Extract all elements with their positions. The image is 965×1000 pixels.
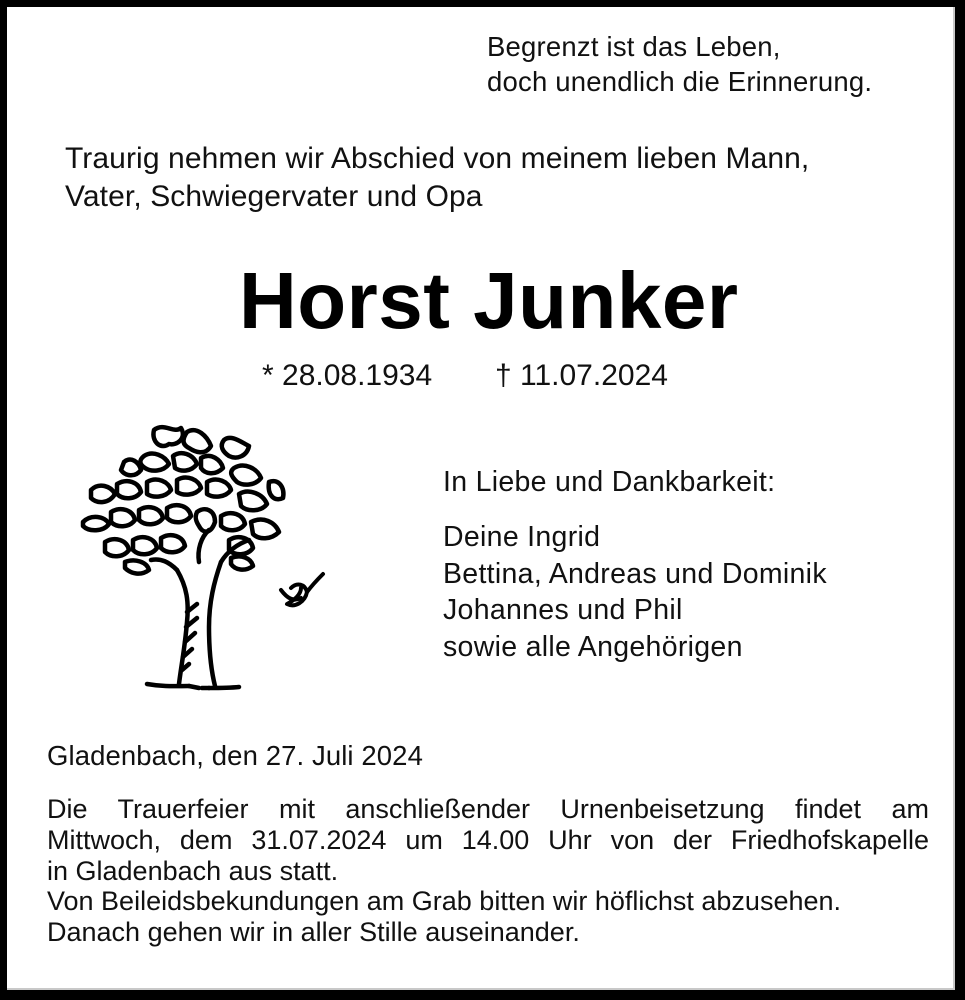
ceremony-line-5: Danach gehen wir in aller Stille auseinander. bbox=[47, 917, 580, 948]
family-member: Johannes und Phil bbox=[443, 594, 683, 626]
intro-line-1: Traurig nehmen wir Abschied von meinem lieben Mann, bbox=[65, 142, 810, 175]
ceremony-line-2: Mittwoch, dem 31.07.2024 um 14.00 Uhr von der Friedhofskapelle bbox=[47, 824, 929, 855]
thanks-heading: In Liebe und Dankbarkeit: bbox=[443, 466, 776, 498]
tree-icon bbox=[69, 412, 349, 702]
birth-date: * 28.08.1934 bbox=[262, 359, 433, 392]
falling-leaf-icon bbox=[281, 574, 323, 605]
deceased-name: Horst Junker bbox=[239, 256, 739, 345]
family-member: Deine Ingrid bbox=[443, 521, 601, 553]
farewell-intro bbox=[65, 140, 809, 216]
ceremony-line-1: Die Trauerfeier mit anschließender Urnenbeisetzung findet am bbox=[47, 794, 929, 824]
obituary-card bbox=[7, 7, 955, 990]
family-member: Bettina, Andreas und Dominik bbox=[443, 557, 827, 590]
ceremony-line-4: Von Beileidsbekundungen am Grab bitten wir höflichst abzusehen. bbox=[47, 886, 842, 917]
memorial-quote bbox=[487, 29, 872, 99]
family-member: sowie alle Angehörigen bbox=[443, 630, 743, 663]
ceremony-details bbox=[47, 794, 929, 948]
place-and-date: Gladenbach, den 27. Juli 2024 bbox=[47, 740, 423, 771]
quote-line-2: doch unendlich die Erinnerung. bbox=[487, 66, 873, 97]
intro-line-2: Vater, Schwiegervater und Opa bbox=[65, 180, 483, 213]
death-date: † 11.07.2024 bbox=[495, 359, 668, 392]
ceremony-line-3: in Gladenbach aus statt. bbox=[47, 855, 339, 886]
quote-line-1: Begrenzt ist das Leben, bbox=[487, 31, 781, 62]
family-list bbox=[443, 519, 827, 665]
